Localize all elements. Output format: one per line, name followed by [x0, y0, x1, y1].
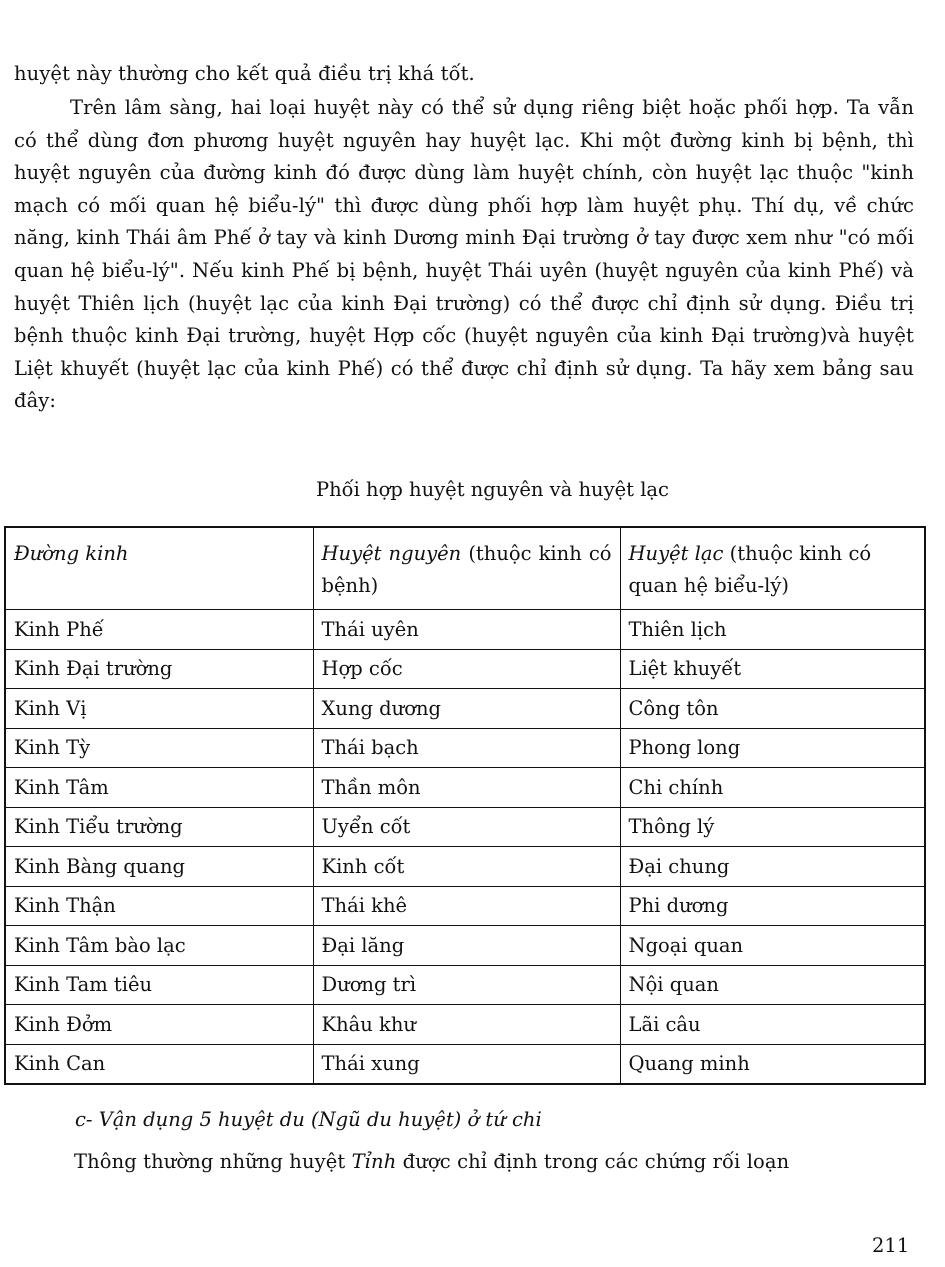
table-row	[5, 847, 925, 887]
cell-connecting-point: Công tôn	[620, 689, 925, 729]
cell-meridian: Kinh Bàng quang	[5, 847, 313, 887]
cell-meridian: Kinh Thận	[5, 886, 313, 926]
paragraph-main: Trên lâm sàng, hai loại huyệt này có thể sử dụng riêng biệt hoặc phối hợp. Ta vẫn có thể dùng đơn phương huyệt nguyên hay huyệt lạc. Khi một đường kinh bị bệnh, thì huyệt nguyên của đường kinh đó được dùng làm huyệt chính, còn huyệt lạc thuộc "kinh mạch có mối quan hệ biểu-lý" thì được dùng phối hợp làm huyệt phụ. Thí dụ, về chức năng, kinh Thái âm Phế ở tay và kinh Dương minh Đại trường ở tay được xem như "có mối quan hệ biểu-lý". Nếu kinh Phế bị bệnh, huyệt Thái uyên (huyệt nguyên của kinh Phế) và huyệt Thiên lịch (huyệt lạc của kinh Đại trường) có thể được chỉ định sử dụng. Điều trị bệnh thuộc kinh Đại trường, huyệt Hợp cốc (huyệt nguyên của kinh Đại trường)và huyệt Liệt khuyết (huyệt lạc của kinh Phế) có thể được chỉ định sử dụng. Ta hãy xem bảng sau đây:	[14, 96, 914, 413]
cell-source-point: Kinh cốt	[313, 847, 620, 887]
cell-connecting-point: Quang minh	[620, 1044, 925, 1084]
cell-connecting-point: Đại chung	[620, 847, 925, 887]
cell-connecting-point: Lãi câu	[620, 1005, 925, 1045]
cell-meridian: Kinh Tam tiêu	[5, 965, 313, 1005]
cell-meridian: Kinh Đởm	[5, 1005, 313, 1045]
cell-source-point: Thái khê	[313, 886, 620, 926]
paragraph-continuation	[14, 1146, 914, 1179]
cell-meridian: Kinh Tâm bào lạc	[5, 926, 313, 966]
table-row	[5, 610, 925, 650]
cell-meridian: Kinh Phế	[5, 610, 313, 650]
header-source-point-note: (thuộc kinh có bệnh)	[321, 542, 612, 597]
header-source-point	[313, 527, 620, 610]
cell-connecting-point: Chi chính	[620, 768, 925, 808]
acupoint-table	[4, 526, 926, 1085]
table-row	[5, 768, 925, 808]
cell-meridian: Kinh Tiểu trường	[5, 807, 313, 847]
table-title: Phối hợp huyệt nguyên và huyệt lạc	[316, 478, 669, 501]
cell-connecting-point: Nội quan	[620, 965, 925, 1005]
header-connecting-point	[620, 527, 925, 610]
cell-source-point: Uyển cốt	[313, 807, 620, 847]
table-row	[5, 965, 925, 1005]
header-connecting-point-label: Huyệt lạc	[628, 542, 724, 565]
paragraph-intro: huyệt này thường cho kết quả điều trị khá tốt.	[14, 62, 475, 85]
table-header-row	[5, 527, 925, 610]
table-row	[5, 807, 925, 847]
cell-connecting-point: Thiên lịch	[620, 610, 925, 650]
cell-meridian: Kinh Vị	[5, 689, 313, 729]
table-row	[5, 926, 925, 966]
table-row	[5, 1044, 925, 1084]
cell-connecting-point: Ngoại quan	[620, 926, 925, 966]
table-row	[5, 689, 925, 729]
table-body	[5, 610, 925, 1085]
cell-connecting-point: Thông lý	[620, 807, 925, 847]
table-row	[5, 649, 925, 689]
cell-source-point: Xung dương	[313, 689, 620, 729]
cell-meridian: Kinh Tỳ	[5, 728, 313, 768]
cell-connecting-point: Phong long	[620, 728, 925, 768]
header-meridian	[5, 527, 313, 610]
cell-source-point: Thái bạch	[313, 728, 620, 768]
p3-text-italic: Tỉnh	[351, 1150, 397, 1173]
page-number: 211	[872, 1234, 910, 1257]
cell-meridian: Kinh Đại trường	[5, 649, 313, 689]
header-meridian-label: Đường kinh	[14, 542, 129, 565]
cell-source-point: Đại lăng	[313, 926, 620, 966]
cell-meridian: Kinh Tâm	[5, 768, 313, 808]
table-row	[5, 728, 925, 768]
cell-source-point: Khâu khư	[313, 1005, 620, 1045]
cell-source-point: Thái uyên	[313, 610, 620, 650]
cell-source-point: Thần môn	[313, 768, 620, 808]
cell-source-point: Dương trì	[313, 965, 620, 1005]
cell-source-point: Thái xung	[313, 1044, 620, 1084]
header-connecting-point-note: (thuộc kinh có quan hệ biểu-lý)	[628, 542, 872, 597]
p3-text-after: được chỉ định trong các chứng rối loạn	[396, 1150, 790, 1173]
header-source-point-label: Huyệt nguyên	[321, 542, 462, 565]
table-row	[5, 1005, 925, 1045]
cell-source-point: Hợp cốc	[313, 649, 620, 689]
cell-connecting-point: Liệt khuyết	[620, 649, 925, 689]
cell-connecting-point: Phi dương	[620, 886, 925, 926]
table-row	[5, 886, 925, 926]
p3-text-before: Thông thường những huyệt	[74, 1150, 352, 1173]
section-subheading: c- Vận dụng 5 huyệt du (Ngũ du huyệt) ở tứ chi	[75, 1108, 542, 1131]
cell-meridian: Kinh Can	[5, 1044, 313, 1084]
